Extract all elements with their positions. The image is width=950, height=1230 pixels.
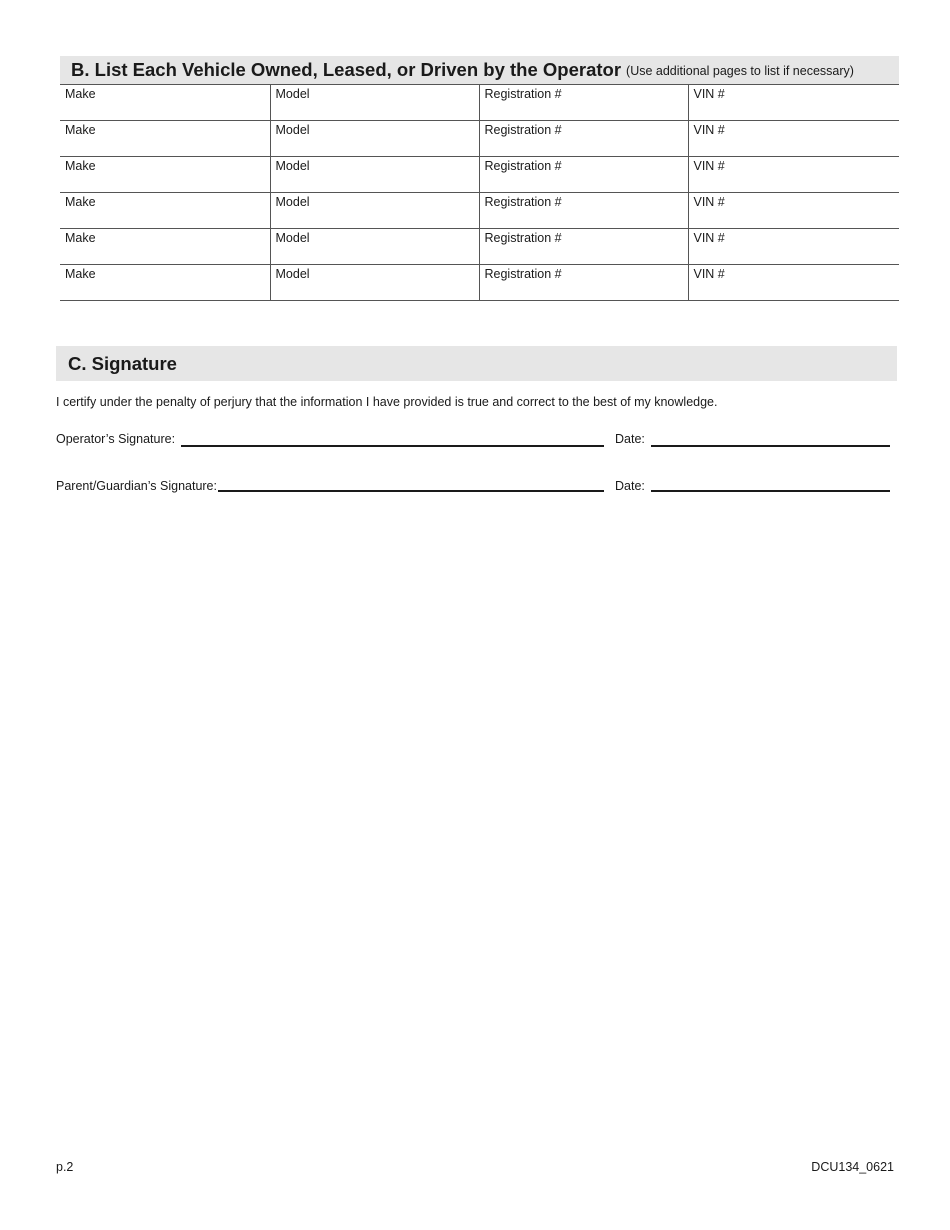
vehicle-section	[60, 56, 899, 301]
vehicle-row	[60, 193, 899, 229]
vin-label: VIN #	[693, 123, 725, 137]
guardian-signature-field[interactable]	[218, 490, 604, 492]
vehicle-section-note: (Use additional pages to list if necessary)	[626, 64, 854, 78]
certification-statement: I certify under the penalty of perjury that the information I have provided is true and correct to the best of my knowledge.	[56, 395, 718, 409]
vin-label: VIN #	[693, 267, 725, 281]
vin-label: VIN #	[693, 159, 725, 173]
registration-field[interactable]	[479, 193, 688, 229]
guardian-date-field[interactable]	[651, 490, 890, 492]
operator-signature-field[interactable]	[181, 445, 604, 447]
model-label: Model	[275, 159, 310, 173]
registration-field[interactable]	[479, 85, 688, 121]
operator-date-label: Date:	[615, 432, 645, 446]
make-label: Make	[65, 231, 96, 245]
vehicle-section-title: B. List Each Vehicle Owned, Leased, or Driven by the Operator	[71, 59, 622, 80]
registration-field[interactable]	[479, 121, 688, 157]
model-label: Model	[275, 195, 310, 209]
vin-field[interactable]	[688, 85, 899, 121]
registration-label: Registration #	[484, 123, 562, 137]
make-label: Make	[65, 195, 96, 209]
model-field[interactable]	[270, 193, 479, 229]
make-label: Make	[65, 267, 96, 281]
vehicle-row	[60, 85, 899, 121]
model-field[interactable]	[270, 229, 479, 265]
model-label: Model	[275, 87, 310, 101]
registration-label: Registration #	[484, 195, 562, 209]
registration-label: Registration #	[484, 87, 562, 101]
vin-field[interactable]	[688, 265, 899, 301]
make-field[interactable]	[60, 265, 270, 301]
make-label: Make	[65, 87, 96, 101]
vin-label: VIN #	[693, 87, 725, 101]
vin-field[interactable]	[688, 157, 899, 193]
model-field[interactable]	[270, 157, 479, 193]
vin-field[interactable]	[688, 229, 899, 265]
model-label: Model	[275, 231, 310, 245]
vehicle-row	[60, 121, 899, 157]
make-field[interactable]	[60, 157, 270, 193]
signature-section-title: C. Signature	[68, 352, 177, 374]
make-label: Make	[65, 159, 96, 173]
model-label: Model	[275, 267, 310, 281]
vin-field[interactable]	[688, 121, 899, 157]
make-field[interactable]	[60, 229, 270, 265]
make-label: Make	[65, 123, 96, 137]
vin-label: VIN #	[693, 231, 725, 245]
vin-field[interactable]	[688, 193, 899, 229]
vehicle-table	[60, 84, 899, 301]
model-field[interactable]	[270, 265, 479, 301]
guardian-date-label: Date:	[615, 479, 645, 493]
vehicle-section-header	[60, 56, 899, 84]
registration-field[interactable]	[479, 265, 688, 301]
operator-date-field[interactable]	[651, 445, 890, 447]
make-field[interactable]	[60, 193, 270, 229]
registration-label: Registration #	[484, 159, 562, 173]
model-field[interactable]	[270, 121, 479, 157]
operator-signature-label: Operator’s Signature:	[56, 432, 176, 446]
registration-label: Registration #	[484, 231, 562, 245]
vin-label: VIN #	[693, 195, 725, 209]
model-label: Model	[275, 123, 310, 137]
vehicle-row	[60, 157, 899, 193]
make-field[interactable]	[60, 121, 270, 157]
form-code: DCU134_0621	[811, 1160, 894, 1174]
signature-section-header	[56, 346, 897, 381]
model-field[interactable]	[270, 85, 479, 121]
vehicle-row	[60, 265, 899, 301]
registration-label: Registration #	[484, 267, 562, 281]
vehicle-row	[60, 229, 899, 265]
registration-field[interactable]	[479, 157, 688, 193]
make-field[interactable]	[60, 85, 270, 121]
registration-field[interactable]	[479, 229, 688, 265]
guardian-signature-label: Parent/Guardian’s Signature:	[56, 479, 217, 493]
page-number: p.2	[56, 1160, 74, 1174]
